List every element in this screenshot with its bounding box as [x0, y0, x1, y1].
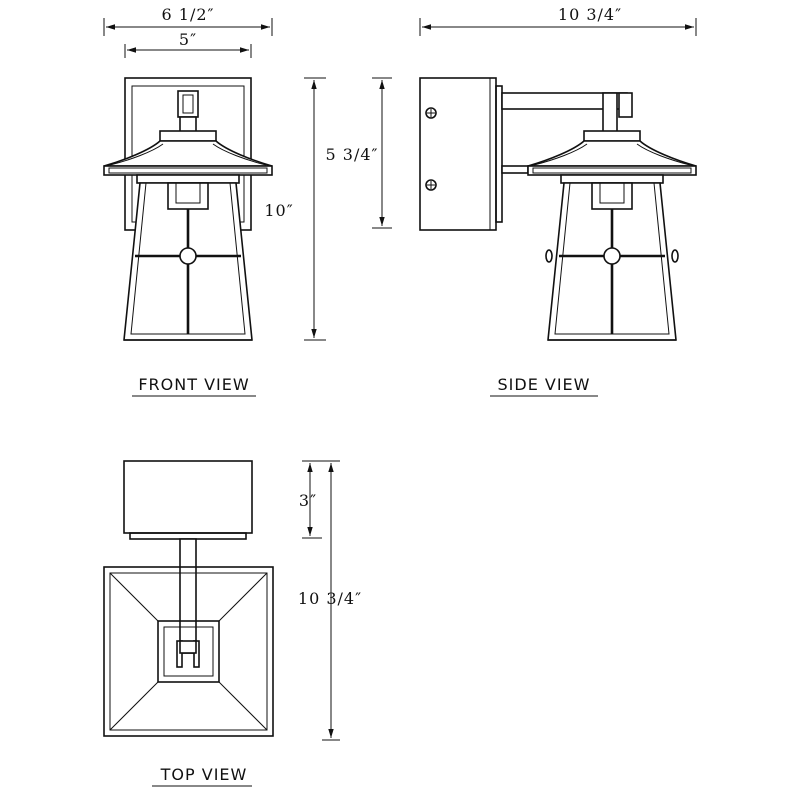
- dim-label-front-overall-width: 6 1/2″: [161, 5, 215, 24]
- dimension-top-backplate-depth: [299, 461, 322, 538]
- caption-front-view: FRONT VIEW: [138, 375, 250, 394]
- dimension-front-height: [264, 78, 326, 340]
- dim-label-side-overall-depth: 10 3/4″: [557, 5, 623, 24]
- dim-label-top-overall-depth: 10 3/4″: [297, 589, 363, 608]
- top-lantern: [104, 461, 273, 736]
- front-lantern: [104, 78, 272, 340]
- side-view: [326, 5, 697, 396]
- dim-label-front-height: 10″: [264, 201, 294, 220]
- dim-label-top-backplate-depth: 3″: [298, 491, 318, 510]
- top-view: [104, 461, 362, 786]
- front-view: [104, 5, 326, 396]
- dim-label-front-backplate-width: 5″: [178, 30, 198, 49]
- dimension-side-overall-depth: [420, 5, 696, 36]
- dimension-front-backplate-width: [125, 30, 251, 58]
- side-lantern: [420, 78, 696, 340]
- dimension-side-backplate-height: [326, 78, 393, 228]
- caption-top-view: TOP VIEW: [160, 765, 248, 784]
- dim-label-side-backplate-height: 5 3/4″: [325, 145, 379, 164]
- caption-side-view: SIDE VIEW: [497, 375, 591, 394]
